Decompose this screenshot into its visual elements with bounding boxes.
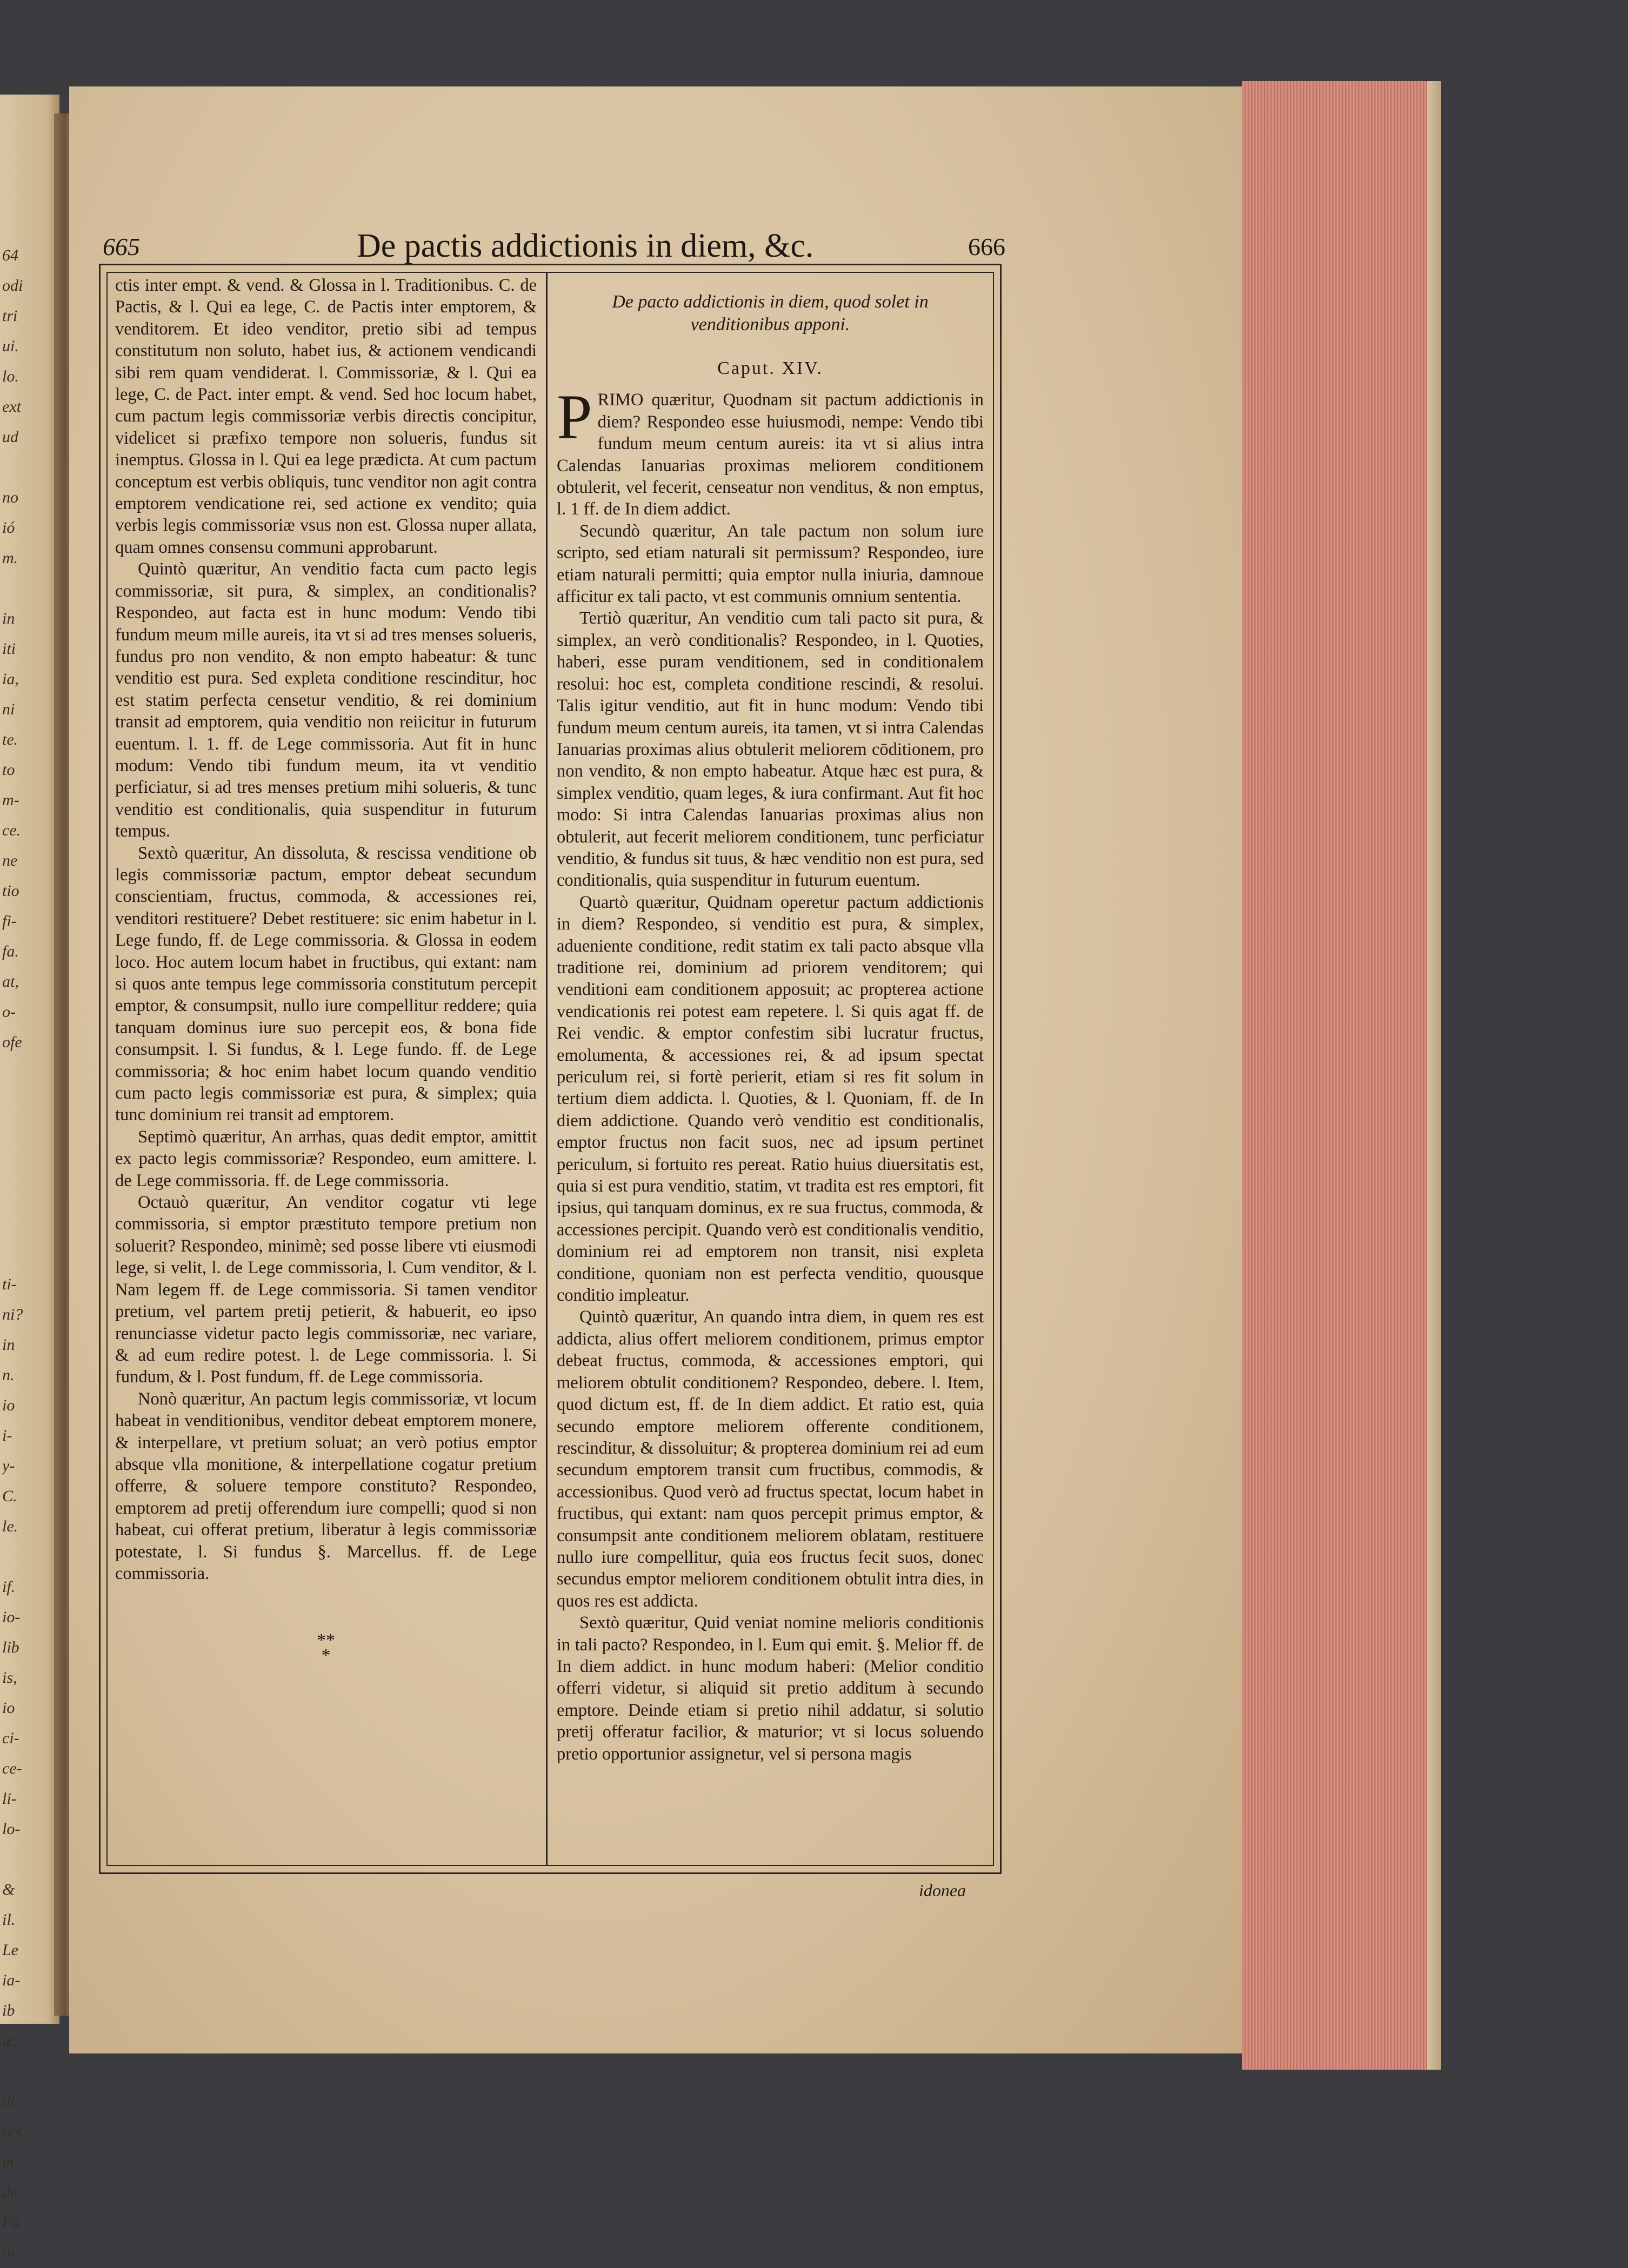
back-cover-edge [1427, 81, 1441, 2070]
margin-fragment: ext [2, 398, 21, 416]
margin-fragment: ib [2, 2002, 15, 2019]
margin-fragment [2, 1209, 24, 1239]
margin-fragment: Fa [2, 2213, 21, 2231]
margin-fragment: de [2, 2183, 18, 2201]
margin-fragment: at, [2, 973, 19, 991]
paragraph: Sextò quæritur, An dissoluta, & rescissa venditione ob legis commissoriæ pactum, emptor debeat secundum conscientiam, fructus, commoda, & accessiones rei, venditori restituere? Debet restituere: sic enim habetur in l. Lege fundo, ff. de Lege commissoria. & Glossa in eodem loco. Hoc autem locum habet in fructibus, qui extant: nam si quos ante tempus lege commissoria constitutum percepit emptor, & consumpsit, nullo iure compellitur reddere; quia tanquam dominus iure suo percepit eos, & bona fide consumpsit. l. Si fundus, & l. Lege fundo. ff. de Lege commissoria; & hoc enim habet locum quando venditio cum pacto legis commissoriæ est pura, & simplex; quia tunc dominium rei transit ad emptorem. [115, 843, 537, 1125]
margin-fragment: lo- [2, 1820, 21, 1838]
margin-fragment: if. [2, 1578, 16, 1596]
margin-fragment [2, 1239, 24, 1269]
margin-fragment: is, [2, 1669, 17, 1687]
margin-fragment: fi- [2, 912, 17, 930]
paragraph: Octauò quæritur, An venditor cogatur vti lege commissoria, si emptor præstituto tempore pretium non soluerit? Respondeo, minimè; sed posse libere vti eiusmodi lege, si velit, l. de Lege commissoria, l. Cum venditor, & l. Nam legem ff. de Lege commissoria. Si tamen venditor pretium, vel partem pretij petierit, & habuerit, eo ipso renunciasse videtur pacto legis commissoriæ, nec variare, & ad eum redire potest. l. de Lege commissoria. l. Si fundum, & l. Post fundum, ff. de Lege commissoria. [115, 1193, 537, 1387]
margin-fragment: ofe [2, 1033, 22, 1051]
margin-fragment: odi [2, 277, 23, 295]
paragraph: Quartò quæritur, Quidnam operetur pactum addictionis in diem? Respondeo, si venditio est pura, & simplex, adueniente conditione, redit statim ex tali pacto absque vlla traditione rei, dominium ad priorem venditorem; qui venditioni eam conditionem apposuit; ac propterea actione vendicationis rei potest eam repetere. l. Si quis agat ff. de Rei vendic. & emptor confestim sibi lucratur fructus, emolumenta, & accessiones rei, & ad ipsum spectat periculum rei, si fortè perierit, etiam si res fit solum in tertium diem addicta. l. Quoties, & l. Quoniam, ff. de In diem addictione. Quando verò venditio est conditionalis, emptor fructus non facit suos, nec ad ipsum pertinet periculum, si fortuito res pereat. Ratio huius diuersitatis est, quia si est pura venditio, statim, vt tradita est res emptori, fit ipsius, qui tanquam dominus, ex re sua fructus, commoda, & accessiones percipit. Quando verò est conditionalis venditio, dominium rei ad emptorem non transit, nisi expleta conditione, quoniam non est perfecta venditio, quousque conditio impleatur. [557, 892, 984, 1306]
margin-fragment [2, 1088, 24, 1118]
margin-fragment: in [2, 1336, 15, 1354]
margin-fragment: di- [2, 2092, 21, 2110]
margin-fragment: ce. [2, 821, 21, 839]
chapter-number: Caput. XIV. [717, 358, 823, 378]
margin-fragment: in [2, 610, 15, 627]
margin-fragment [2, 1148, 24, 1179]
paragraph: Quintò quæritur, An quando intra diem, in quem res est addicta, alius offert meliorem conditionem, primus emptor debeat fructus, commoda, & accessiones emptori, qui meliorem obtulit conditionem? Respondeo, debere. l. Item, quod dictum est, ff. de In diem addict. Et ratio est, quia secundo emptore meliorem offerente conditionem, rescinditur, & dissoluitur; & propterea dominium rei ad eum secundum emptorem transit cum fructibus, commodis, & accessionibus. Quod verò ad fructus spectat, locum habet in fructibus, qui extant: nam quos percepit primus emptor, & consumpsit ante conditionem meliorem oblatam, restituere nullo iure compellitur, quia eos fructus fecit suos, donec secundus emptor meliorem conditionem obtulit intra dies, in quos res est addicta. [557, 1307, 984, 1611]
folio-right: 666 [968, 233, 1005, 260]
margin-fragment: Le [2, 1941, 18, 1959]
margin-fragment: y- [2, 1457, 15, 1475]
margin-fragment: io [2, 1699, 15, 1717]
facing-page-margin-fragments [2, 240, 24, 2268]
margin-fragment: m. [2, 549, 18, 567]
left-column [115, 275, 537, 1666]
margin-fragment: il. [2, 1911, 16, 1929]
paragraph: Quintò quæritur, An venditio facta cum pacto legis commissoriæ, sit pura, & simplex, an conditionalis? Respondeo, aut facta est in hunc modum: Vendo tibi fundum meum mille aureis, ita vt si ad tres menses solueris, fundus pro non vendito, & non empto habeatur: & tunc venditio est pura. Sed expleta conditione rescinditur, hoc est statim perfecta censetur venditio, & rei dominium transit ad emptorem, quia venditio non reiicitur in futurum euentum. l. 1. ff. de Lege commissoria. Aut fit in hunc modum: Vendo tibi fundum meum, ita vt venditio perficiatur, si ad tres menses pretium mihi solueris, & tunc venditio est conditionalis, quia suspenditur in futurum tempus. [115, 559, 537, 841]
margin-fragment: fa. [2, 942, 19, 960]
paragraph: Tertiò quæritur, An venditio cum tali pacto sit pura, & simplex, an verò conditionalis? Respondeo, in l. Quoties, haberi, esse puram venditionem, sed in conditionalem resolui: hoc est, completa conditione rescindi, & resolui. Talis igitur venditio, aut fit in hunc modum: Vendo tibi fundum meum centum aureis, ita tamen, vt si intra Calendas Ianuarias proximas alius obtulerit meliorem cōditionem, pro non vendito, & non empto habeatur. Atque hæc est pura, & simplex venditio, quam leges, & iura confirmant. Aut fit hoc modo: Si intra Calendas Ianuarias proximas alius non obtulerit, aut fecerit meliorem conditionem, tunc perficiatur venditio, & fundus sit tuus, & hæc venditio non est pura, sed conditionalis, quia suspenditur in futurum euentum. [557, 608, 984, 891]
margin-fragment [2, 1844, 24, 1875]
margin-fragment: ui. [2, 337, 19, 355]
paragraph: ctis inter empt. & vend. & Glossa in l. Traditionibus. C. de Pactis, & l. Qui ea lege, C. de Pactis inter emptorem, & venditorem. Et ideo venditor, pretio sibi ad tempus constitutum non soluto, habet ius, & actionem vendicandi sibi rem quam vendiderat. l. Commissoriæ, & l. Qui ea lege, C. de Pact. inter empt. & vend. Sed hoc locum habet, cum pactum legis commissoriæ verbis directis concipitur, videlicet si præfixo tempore non solueris, fundus sit inemptus. Glossa in l. Qui ea lege prædicta. At cum pactum conceptum est verbis obliquis, tunc venditor non agit contra emptorem vendicatione rei, sed actione ex vendito; quia verbis legis commissoriæ vsus non est. Glossa nuper allata, quam omnes consensu communi approbarunt. [115, 276, 537, 557]
margin-fragment: ia- [2, 1971, 21, 1989]
margin-fragment [2, 452, 24, 483]
margin-fragment: te. [2, 731, 18, 748]
margin-fragment: æ. [2, 2032, 17, 2050]
drop-capital: P [557, 382, 592, 453]
margin-fragment [2, 2056, 24, 2086]
margin-fragment: li- [2, 1790, 17, 1808]
margin-fragment: n- [2, 2244, 16, 2262]
margin-fragment: i- [2, 1427, 12, 1444]
margin-fragment: ce- [2, 1759, 22, 1777]
column-rule [546, 273, 548, 1865]
margin-fragment: lib [2, 1638, 19, 1656]
margin-fragment [2, 573, 24, 604]
margin-fragment: o- [2, 1003, 16, 1021]
margin-fragment [2, 1058, 24, 1088]
margin-fragment: io [2, 1396, 15, 1414]
right-column [557, 291, 984, 1765]
margin-fragment: m- [2, 791, 19, 809]
margin-fragment: iti [2, 640, 16, 658]
paragraph-text: RIMO quæritur, Quodnam sit pactum addictionis in diem? Respondeo esse huiusmodi, nempe: Vendo tibi fundum meum centum aureis: ita vt si alius intra Calendas Ianuarias proximas meliorem conditionem obtulerit, vel fecerit, censeatur non venditus, & non emptus, l. 1 ff. de In diem addict. [557, 390, 984, 519]
folio-left: 665 [103, 233, 140, 260]
end-ornament-line-1: ** [317, 1630, 335, 1651]
margin-fragment: ti- [2, 1275, 17, 1293]
margin-fragment: tio [2, 882, 19, 900]
margin-fragment: io- [2, 1608, 21, 1626]
margin-fragment: ud [2, 428, 18, 446]
margin-fragment: tri [2, 307, 18, 325]
running-head-title: De pactis addictionis in diem, &c. [357, 228, 814, 264]
paragraph-first [557, 382, 984, 520]
margin-fragment: C. [2, 1487, 17, 1505]
end-ornament [115, 1630, 537, 1666]
margin-fragment: ia, [2, 670, 19, 688]
catchword: idonea [919, 1881, 966, 1900]
margin-fragment: lo. [2, 367, 19, 385]
page-fore-edge [1242, 81, 1440, 2070]
margin-fragment: m [2, 2153, 14, 2171]
margin-fragment: to [2, 761, 15, 779]
margin-fragment: 64 [2, 246, 18, 264]
margin-fragment: ni [2, 700, 15, 718]
margin-fragment: le. [2, 1517, 18, 1535]
chapter-title: De pacto addictionis in diem, quod solet in venditionibus apponi. [612, 292, 929, 334]
margin-fragment [2, 1542, 24, 1572]
margin-fragment: ió [2, 519, 15, 537]
paragraph: Secundò quæritur, An tale pactum non solum iure scripto, sed etiam naturali sit permissum? Respondeo, iure etiam naturali permitti; quia emptor nulla iniuria, damnoue afficitur ex tali pacto, vt est communis omnium sententia. [557, 521, 984, 607]
margin-fragment: & [2, 1881, 15, 1898]
margin-fragment [2, 1179, 24, 1209]
margin-fragment: no [2, 489, 18, 506]
margin-fragment [2, 1118, 24, 1148]
margin-fragment: ci- [2, 1729, 19, 1747]
margin-fragment: ni? [2, 1306, 23, 1323]
margin-fragment: n. [2, 1366, 15, 1384]
margin-fragment: ne [2, 852, 18, 869]
end-ornament-line-2: * [321, 1645, 331, 1666]
paragraph: Septimò quæritur, An arrhas, quas dedit emptor, amittit ex pacto legis commissoriæ? Respondeo, eum amittere. l. de Lege commissoria. ff. de Lege commissoria. [115, 1127, 537, 1190]
margin-fragment: res [2, 2123, 22, 2140]
paragraph: Sextò quæritur, Quid veniat nomine melioris conditionis in tali pacto? Respondeo, in l. Eum qui emit. §. Melior ff. de In diem addict. in hunc modum haberi: (Melior conditio offerri videtur, si aliquid sit pretio additum à secundo emptore. Deinde etiam si pretio nihil addatur, si solutio pretij offeratur facilior, & maturior; vt si locus soluendo pretio opportunior assignetur, vel si persona magis [557, 1613, 984, 1764]
paragraph: Nonò quæritur, An pactum legis commissoriæ, vt locum habeat in venditionibus, venditor debeat emptorem monere, & interpellare, vt pretium soluat; an verò potius emptor absque vlla monitione, & interpellatione cogatur pretium offerre, & soluere tempore constituto? Respondeo, emptorem ad pretij offerendum iure compelli; quod si non habeat, cui offerat pretium, liberatur à legis commissoriæ potestate, l. Si fundus §. Marcellus. ff. de Lege commissoria. [115, 1389, 537, 1583]
